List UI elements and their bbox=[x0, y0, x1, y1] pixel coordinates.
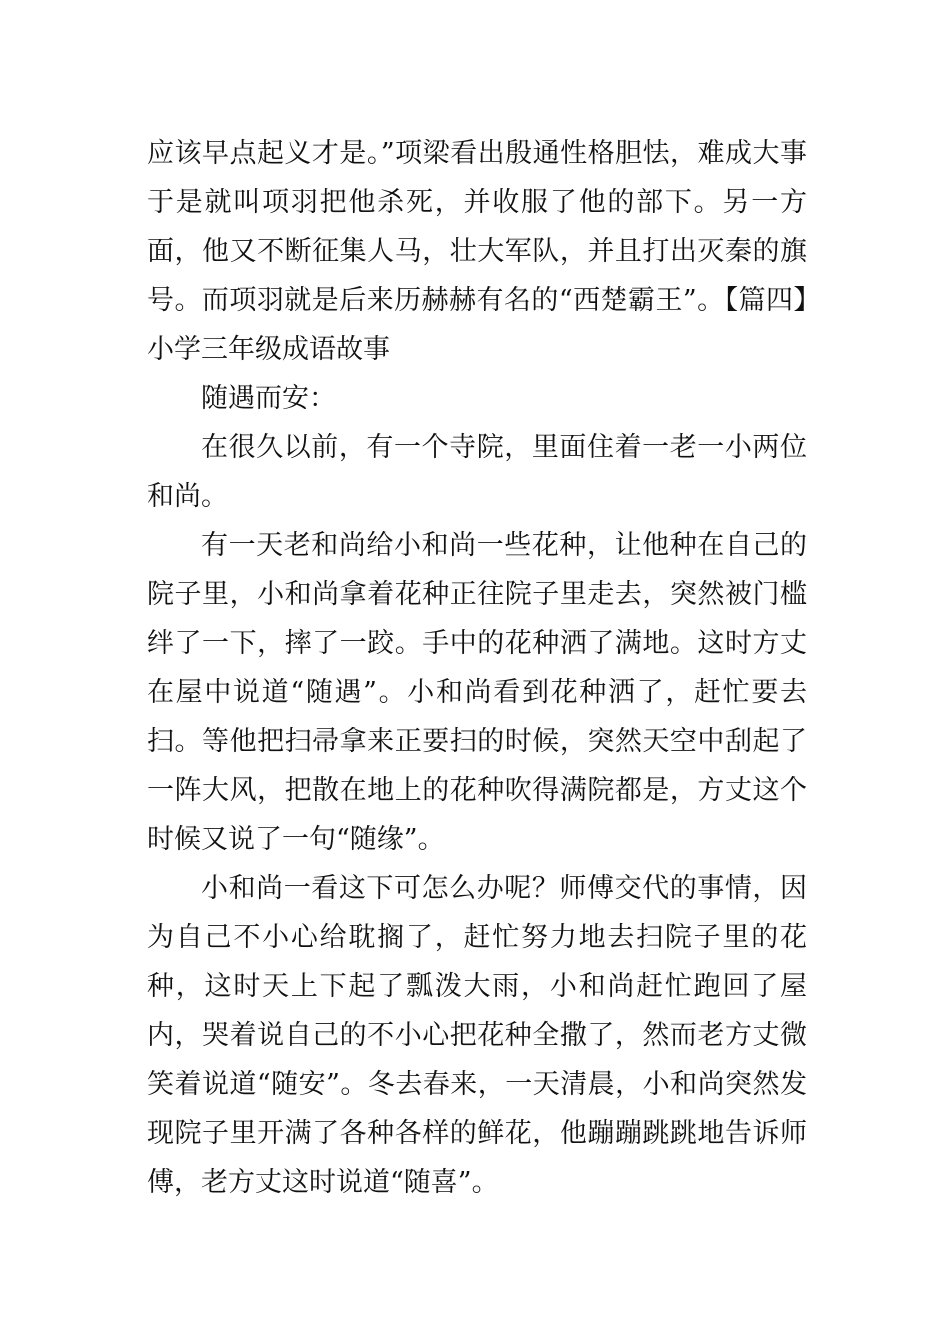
paragraph-intro: 在很久以前，有一个寺院，里面住着一老一小两位和尚。 bbox=[147, 432, 807, 512]
paragraph-continuation: 应该早点起义才是。”项梁看出殷通性格胆怯，难成大事于是就叫项羽把他杀死，并收服了他的部下。另一方面，他又不断征集人马，壮大军队，并且打出灭秦的旗号。而项羽就是后来历赫赫有名的“西楚霸王”。【篇四】小学三年级成语故事 bbox=[147, 138, 807, 365]
paragraph-body-1: 有一天老和尚给小和尚一些花种，让他种在自己的院子里，小和尚拿着花种正往院子里走去，突然被门槛绊了一下，摔了一跤。手中的花种洒了满地。这时方丈在屋中说道“随遇”。小和尚看到花种洒了，赶忙要去扫。等他把扫帚拿来正要扫的时候，突然天空中刮起了一阵大风，把散在地上的花种吹得满院都是，方丈这个时候又说了一句“随缘”。 bbox=[147, 530, 807, 855]
paragraph-body-2: 小和尚一看这下可怎么办呢？师傅交代的事情，因为自己不小心给耽搁了，赶忙努力地去扫院子里的花种，这时天上下起了瓢泼大雨，小和尚赶忙跑回了屋内，哭着说自己的不小心把花种全撒了，然而老方丈微笑着说道“随安”。冬去春来，一天清晨，小和尚突然发现院子里开满了各种各样的鲜花，他蹦蹦跳跳地告诉师傅，老方丈这时说道“随喜”。 bbox=[147, 873, 807, 1198]
document-body bbox=[147, 129, 807, 1207]
paragraph-story-title: 随遇而安： bbox=[201, 383, 336, 414]
